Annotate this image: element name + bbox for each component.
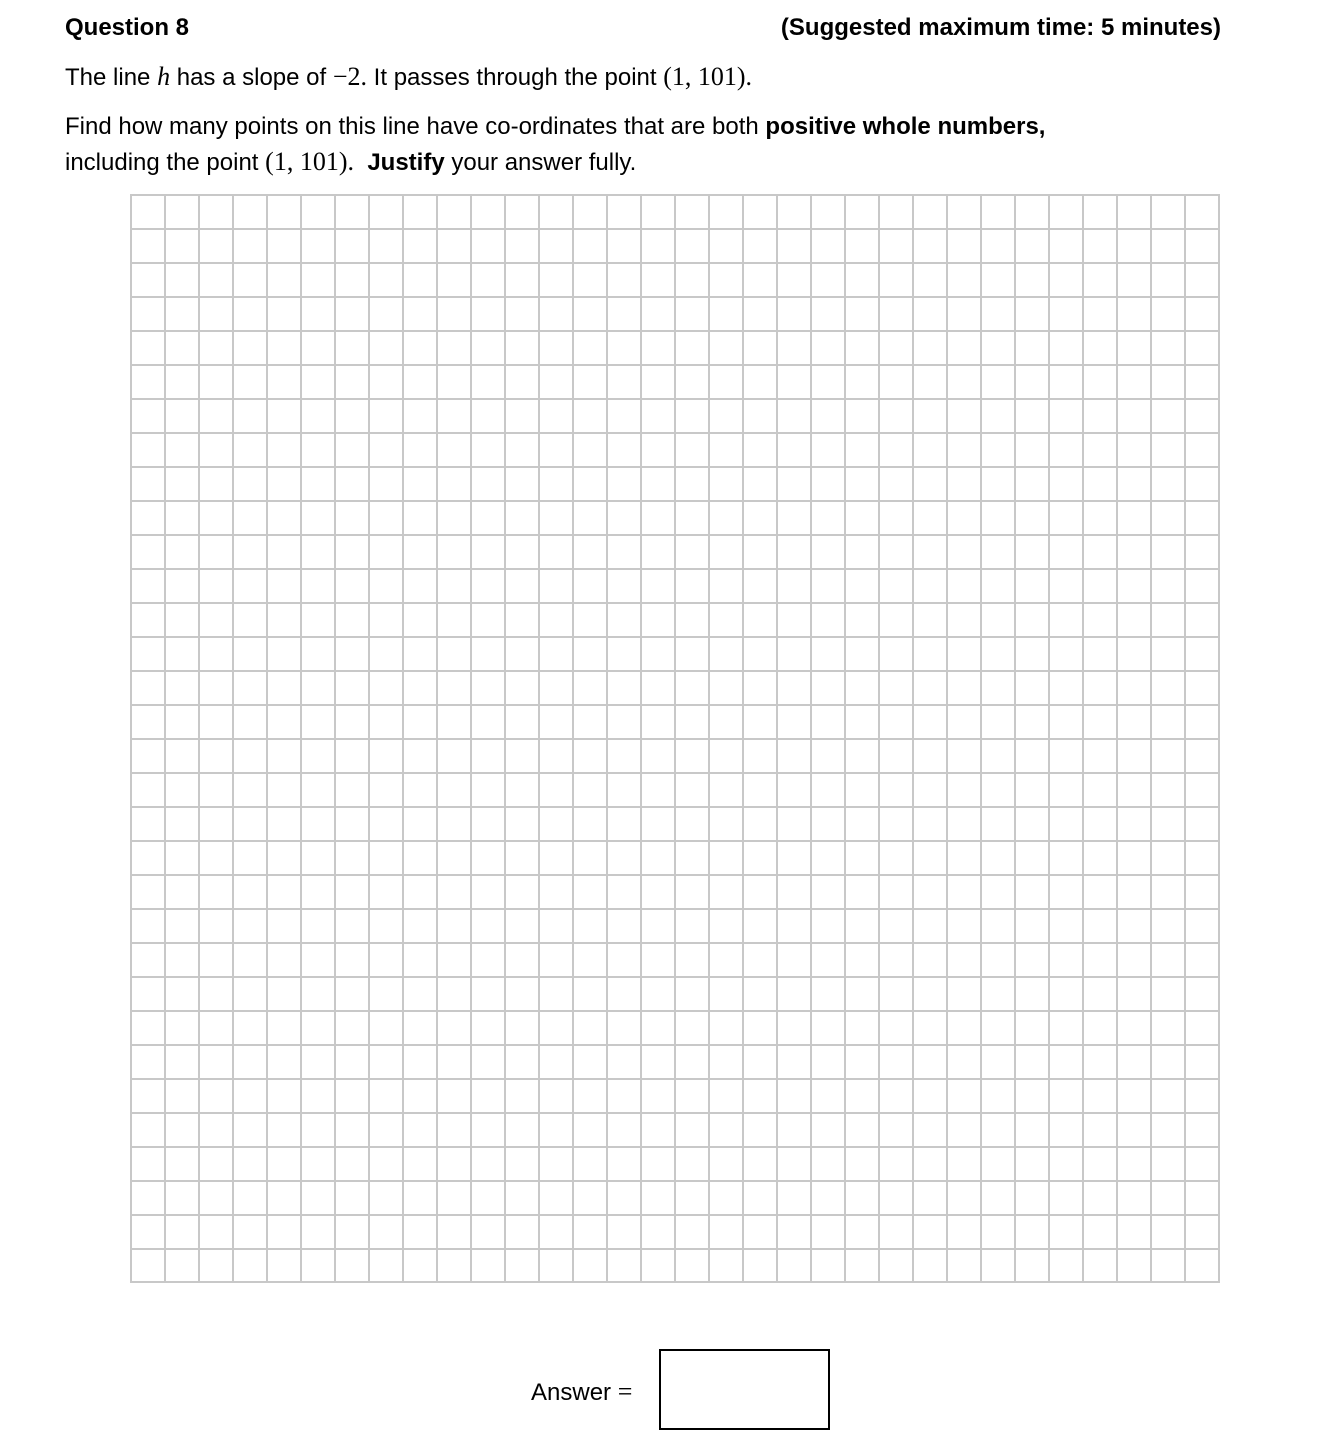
task-text-1: Find how many points on this line have co-ordinates that are both <box>65 113 766 140</box>
working-grid[interactable] <box>130 194 1220 1283</box>
task-emphasis-positive-whole-numbers: positive whole numbers <box>765 113 1039 140</box>
line-variable-h: h <box>157 62 171 91</box>
question-title: Question 8 <box>65 14 190 41</box>
statement-text-1: The line <box>65 64 158 91</box>
answer-equals-sign: = <box>617 1377 633 1406</box>
question-task-line-1 <box>65 109 1045 144</box>
slope-value: −2. <box>332 62 368 91</box>
answer-box[interactable] <box>659 1349 830 1430</box>
task-text-comma: , <box>1038 113 1046 140</box>
question-header <box>65 10 1221 46</box>
task-text-3: your answer fully. <box>444 149 637 176</box>
question-task-line-2 <box>65 144 636 180</box>
statement-text-2: has a slope of <box>170 64 333 91</box>
task-emphasis-justify: Justify <box>367 149 445 176</box>
task-text-2: including the point <box>65 149 266 176</box>
answer-label <box>531 1374 632 1410</box>
question-statement <box>65 59 752 95</box>
task-point-coordinates: (1, 101). <box>265 147 354 176</box>
statement-text-3: It passes through the point <box>367 64 664 91</box>
point-coordinates: (1, 101). <box>663 62 753 91</box>
answer-label-text: Answer <box>531 1379 618 1406</box>
suggested-time: (Suggested maximum time: 5 minutes) <box>780 14 1221 41</box>
